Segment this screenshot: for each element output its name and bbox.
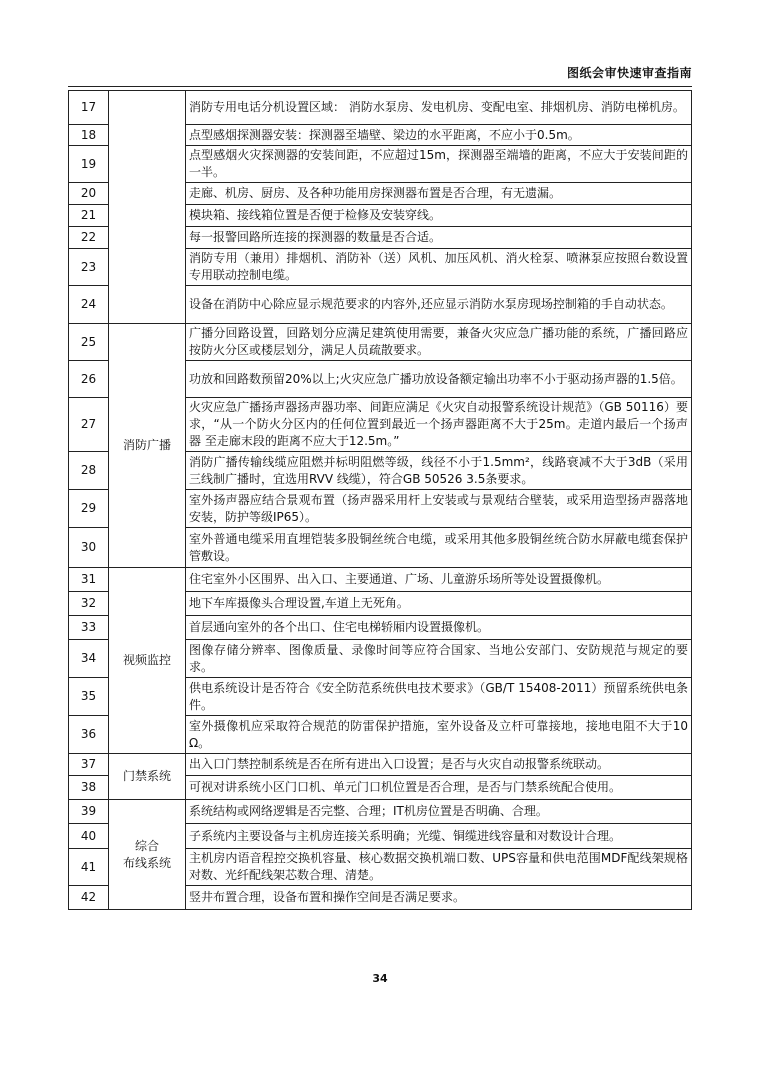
row-number: 31 xyxy=(69,568,109,592)
category-cabling-line1: 综合 xyxy=(134,838,159,853)
row-content: 走廊、机房、厨房、及各种功能用房探测器布置是否合理，有无遗漏。 xyxy=(186,183,692,205)
row-content: 设备在消防中心除应显示规范要求的内容外,还应显示消防水泵房现场控制箱的手自动状态。 xyxy=(186,286,692,324)
row-number: 26 xyxy=(69,361,109,398)
row-number: 38 xyxy=(69,776,109,800)
row-content: 消防专用电话分机设置区域： 消防水泵房、发电机房、变配电室、排烟机房、消防电梯机房。 xyxy=(186,91,692,125)
row-content: 地下车库摄像头合理设置,车道上无死角。 xyxy=(186,592,692,616)
row-number: 20 xyxy=(69,183,109,205)
row-content: 图像存储分辨率、图像质量、录像时间等应符合国家、当地公安部门、安防规范与规定的要求。 xyxy=(186,640,692,678)
table-row xyxy=(69,800,692,824)
table-row xyxy=(69,754,692,776)
page-number: 34 xyxy=(372,972,388,985)
row-number: 32 xyxy=(69,592,109,616)
row-number: 37 xyxy=(69,754,109,776)
header-rule xyxy=(68,86,692,87)
row-number: 28 xyxy=(69,452,109,490)
row-number: 25 xyxy=(69,324,109,361)
row-number: 21 xyxy=(69,205,109,227)
row-content: 室外普通电缆采用直埋铠装多股铜丝统合电缆，或采用其他多股铜丝统合防水屏蔽电缆套保护管敷设。 xyxy=(186,528,692,568)
row-content: 每一报警回路所连接的探测器的数量是否合适。 xyxy=(186,227,692,249)
category-video: 视频监控 xyxy=(109,568,186,754)
row-content: 出入口门禁控制系统是否在所有进出入口设置；是否与火灾自动报警系统联动。 xyxy=(186,754,692,776)
row-number: 17 xyxy=(69,91,109,125)
row-number: 36 xyxy=(69,716,109,754)
row-content: 消防专用（兼用）排烟机、消防补（送）风机、加压风机、消火栓泵、喷淋泵应按照台数设置专用联动控制电缆。 xyxy=(186,249,692,286)
row-content: 点型感烟探测器安装：探测器至墙壁、梁边的水平距离，不应小于0.5m。 xyxy=(186,125,692,146)
row-content: 火灾应急广播扬声器扬声器功率、间距应满足《火灾自动报警系统设计规范》（GB 50116）要求，“从一个防火分区内的任何位置到最近一个扬声器距离不大于25m。走道内最后一个扬声器 至走廊末段的距离不应大于12.5m。” xyxy=(186,398,692,452)
row-number: 24 xyxy=(69,286,109,324)
row-number: 30 xyxy=(69,528,109,568)
review-checklist-table xyxy=(68,90,692,910)
row-content: 室外摄像机应采取符合规范的防雷保护措施，室外设备及立杆可靠接地，接地电阻不大于10 Ω。 xyxy=(186,716,692,754)
row-content: 模块箱、接线箱位置是否便于检修及安装穿线。 xyxy=(186,205,692,227)
category-cabling xyxy=(109,800,186,910)
row-content: 竖井布置合理，设备布置和操作空间是否满足要求。 xyxy=(186,886,692,910)
row-content: 点型感烟火灾探测器的安装间距，不应超过15m，探测器至端墙的距离，不应大于安装间距的一半。 xyxy=(186,146,692,183)
row-number: 40 xyxy=(69,824,109,849)
row-number: 22 xyxy=(69,227,109,249)
row-content: 子系统内主要设备与主机房连接关系明确；光缆、铜缆进线容量和对数设计合理。 xyxy=(186,824,692,849)
row-content: 广播分回路设置，回路划分应满足建筑使用需要，兼备火灾应急广播功能的系统，广播回路应按防火分区或楼层划分，满足人员疏散要求。 xyxy=(186,324,692,361)
row-content: 主机房内语音程控交换机容量、核心数据交换机端口数、UPS容量和供电范围MDF配线架规格对数、光纤配线架芯数合理、清楚。 xyxy=(186,849,692,886)
row-content: 功放和回路数预留20%以上;火灾应急广播功放设备额定输出功率不小于驱动扬声器的1.5倍。 xyxy=(186,361,692,398)
row-number: 35 xyxy=(69,678,109,716)
row-number: 42 xyxy=(69,886,109,910)
category-cell-fire-alarm xyxy=(109,91,186,324)
row-number: 39 xyxy=(69,800,109,824)
row-number: 34 xyxy=(69,640,109,678)
row-content: 室外扬声器应结合景观布置（扬声器采用杆上安装或与景观结合壁装，或采用造型扬声器落地安装，防护等级IP65）。 xyxy=(186,490,692,528)
row-content: 可视对讲系统小区门口机、单元门口机位置是否合理，是否与门禁系统配合使用。 xyxy=(186,776,692,800)
row-number: 19 xyxy=(69,146,109,183)
row-number: 23 xyxy=(69,249,109,286)
row-number: 41 xyxy=(69,849,109,886)
row-content: 消防广播传输线缆应阻燃并标明阻燃等级，线径不小于1.5mm²，线路衰减不大于3dB（采用三线制广播时，宜选用RVV 线缆），符合GB 50526 3.5条要求。 xyxy=(186,452,692,490)
row-number: 18 xyxy=(69,125,109,146)
table-row xyxy=(69,324,692,361)
category-access: 门禁系统 xyxy=(109,754,186,800)
row-content: 首层通向室外的各个出口、住宅电梯轿厢内设置摄像机。 xyxy=(186,616,692,640)
table-row xyxy=(69,91,692,125)
row-content: 供电系统设计是否符合《安全防范系统供电技术要求》（GB/T 15408-2011）预留系统供电条件。 xyxy=(186,678,692,716)
row-number: 27 xyxy=(69,398,109,452)
table-row xyxy=(69,568,692,592)
category-cabling-line2: 布线系统 xyxy=(122,855,171,870)
page-header-title: 图纸会审快速审查指南 xyxy=(566,66,692,80)
row-content: 住宅室外小区围界、出入口、主要通道、广场、儿童游乐场所等处设置摄像机。 xyxy=(186,568,692,592)
row-number: 33 xyxy=(69,616,109,640)
row-content: 系统结构或网络逻辑是否完整、合理；IT机房位置是否明确、合理。 xyxy=(186,800,692,824)
row-number: 29 xyxy=(69,490,109,528)
category-broadcast: 消防广播 xyxy=(109,324,186,568)
